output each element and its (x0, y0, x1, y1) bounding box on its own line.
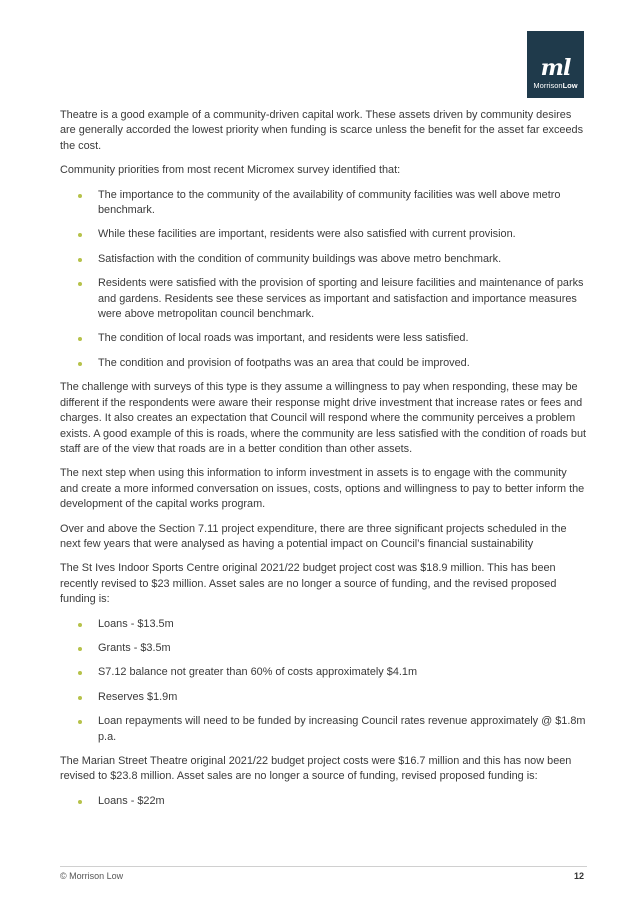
list-item: Loans - $22m (60, 794, 587, 809)
sports-centre-funding-list (60, 617, 587, 745)
bullet-icon (78, 647, 82, 651)
morrison-low-logo (527, 31, 584, 98)
bullet-icon (78, 337, 82, 341)
bullet-icon (78, 623, 82, 627)
bullet-icon (78, 720, 82, 724)
list-item: The importance to the community of the availability of community facilities was well above metro benchmark. (60, 188, 587, 219)
paragraph: Over and above the Section 7.11 project expenditure, there are three significant projects scheduled in the next few years that were analysed as having a potential impact on Council’s financial sustainability (60, 522, 567, 550)
bullet-icon (78, 696, 82, 700)
list-item: The condition of local roads was important, and residents were less satisfied. (60, 331, 587, 346)
paragraph: The next step when using this information to inform investment in assets is to engage with the community and create a more informed conversation on issues, costs, options and willingness to pay to better inform the development of the capital works program. (60, 467, 585, 511)
bullet-icon (78, 362, 82, 366)
list-item: Grants - $3.5m (60, 641, 587, 656)
paragraph: Community priorities from most recent Micromex survey identified that: (60, 164, 401, 177)
paragraph: The challenge with surveys of this type is they assume a willingness to pay when responding, these may be different if the respondents were aware their response might drive investment that increase rates or fees and charges. It also creates an expectation that Council will respond where the community perceives a problem exists. A good example of this is roads, where the community are less satisfied with the condition of roads but staff are of the view that roads are in a better condition than other assets. (60, 381, 587, 455)
bullet-icon (78, 233, 82, 237)
page-content (60, 108, 587, 818)
paragraph: Theatre is a good example of a community-driven capital work. These assets driven by community desires are generally accorded the lowest priority when funding is scarce unless the benefit for the asset far exceeds the cost. (60, 109, 584, 152)
bullet-icon (78, 800, 82, 804)
list-item: Loan repayments will need to be funded by increasing Council rates revenue approximately @ $1.8m p.a. (60, 714, 587, 745)
logo-mark: ml (540, 55, 571, 81)
bullet-icon (78, 282, 82, 286)
bullet-icon (78, 194, 82, 198)
page-number: 12 (573, 871, 584, 881)
list-item: Loans - $13.5m (60, 617, 587, 632)
list-item: While these facilities are important, residents were also satisfied with current provision. (60, 227, 587, 242)
bullet-icon (78, 671, 82, 675)
survey-findings-list (60, 188, 587, 372)
footer-copyright: © Morrison Low (60, 871, 124, 881)
theatre-funding-list (60, 794, 587, 809)
list-item: Residents were satisfied with the provision of sporting and leisure facilities and maintenance of parks and gardens. Residents see these services as important and satisfaction and importance measures were above metropolitan council benchmark. (60, 276, 587, 322)
logo-wordmark: MorrisonLow (533, 81, 578, 90)
list-item: S7.12 balance not greater than 60% of costs approximately $4.1m (60, 665, 587, 680)
list-item: The condition and provision of footpaths was an area that could be improved. (60, 356, 587, 371)
paragraph: The Marian Street Theatre original 2021/22 budget project costs were $16.7 million and this has now been revised to $23.8 million. Asset sales are no longer a source of funding, revised proposed funding is: (60, 755, 572, 783)
footer-divider (60, 866, 587, 867)
paragraph: The St Ives Indoor Sports Centre original 2021/22 budget project cost was $18.9 million. This has been recently revised to $23 million. Asset sales are no longer a source of funding, and the revised proposed funding is: (60, 562, 557, 606)
bullet-icon (78, 258, 82, 262)
list-item: Reserves $1.9m (60, 690, 587, 705)
list-item: Satisfaction with the condition of community buildings was above metro benchmark. (60, 252, 587, 267)
